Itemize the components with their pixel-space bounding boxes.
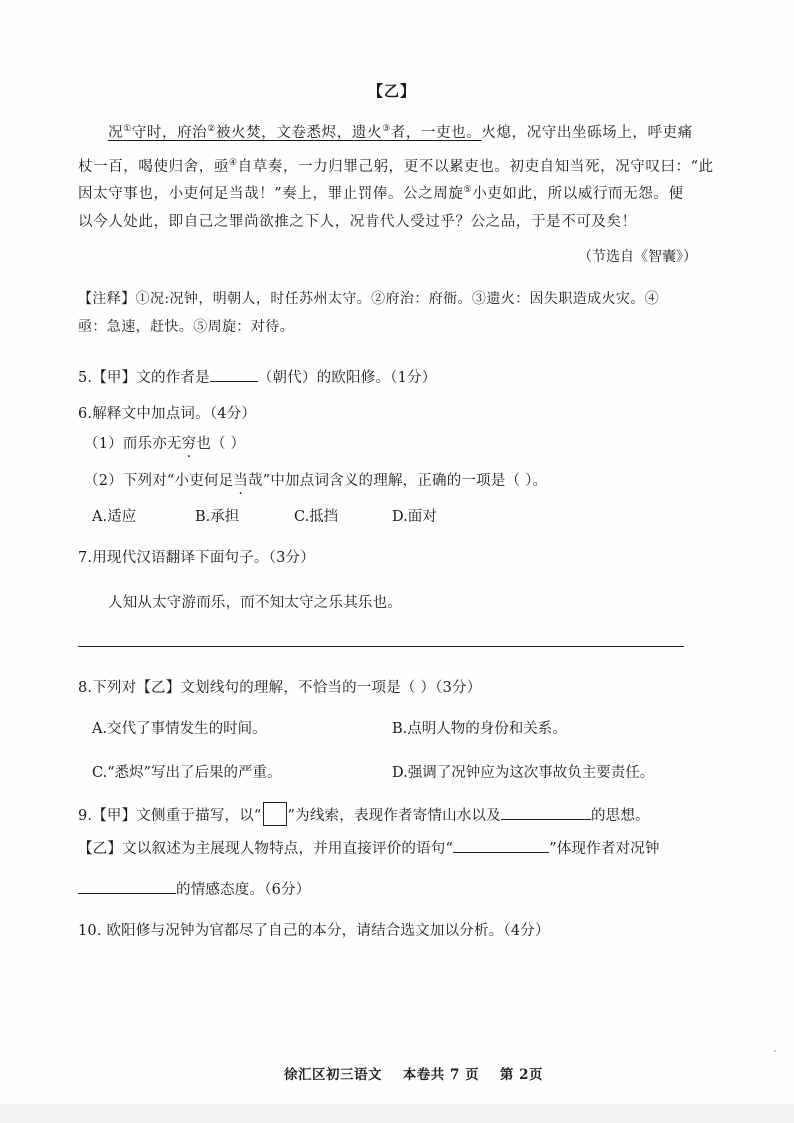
question-8-heading: 8.下列对【乙】文划线句的理解，不恰当的一项是（ ）（3分） [78,680,482,696]
question-6-heading: 6.解释文中加点词。（4分） [78,406,257,422]
q6-option-c[interactable]: C.抵挡 [294,509,339,525]
answer-blank[interactable] [453,840,549,853]
question-9-line-2: 【乙】文以叙述为主展现人物特点，并用直接评价的语句“ ”体现作者对况钟 [78,841,660,857]
question-7-heading: 7.用现代汉语翻译下面句子。（3分） [78,550,315,566]
q6-option-a[interactable]: A.适应 [92,509,137,525]
answer-blank[interactable] [501,807,591,820]
notes-line-1: 【注释】①况:况钟，明朝人，时任苏州太守。②府治：府衙。③遗火：因失职造成火灾。④ [78,291,660,307]
answer-box[interactable] [263,802,287,826]
q6-option-d[interactable]: D.面对 [392,509,437,525]
passage-title: 【乙】 [368,82,417,100]
question-10: 10. 欧阳修与况钟为官都尽了自己的本分，请结合选文加以分析。（4分） [78,923,550,939]
q8-option-a[interactable]: A.交代了事情发生的时间。 [92,721,267,737]
notes-line-2: 亟：急速，赶快。⑤周旋：对待。 [78,319,294,335]
question-6-part-2: （2）下列对“小吏何足当哉”中加点词含义的理解，正确的一项是（ ）。 [84,473,548,489]
scan-speck [774,1050,776,1052]
question-6-part-1: （1）而乐亦无穷也（ ） [84,436,246,452]
question-5: 5.【甲】文的作者是 （朝代）的欧阳修。（1分） [78,370,437,386]
passage-source: （节选自《智囊》） [578,249,697,265]
answer-line[interactable] [78,646,684,647]
question-7-sentence: 人知从太守游而乐，而不知太守之乐其乐也。 [108,595,402,611]
q8-option-d[interactable]: D.强调了况钟应为这次事故负主要责任。 [392,765,655,781]
underlined-sentence: 况①守时，府治②被火焚，文卷悉烬，遗火③者，一吏也。 [108,124,482,141]
passage-line-3: 因太守事也，小吏何足当哉！”奏上，罪止罚俸。公之周旋⑤小吏如此，所以威行而无怨。便 [78,185,684,202]
question-9-line-1: 9.【甲】文侧重于描写，以“ ”为线索，表现作者寄情山水以及 的思想。 [78,802,650,826]
answer-blank[interactable] [210,369,258,382]
question-9-line-3: 的情感态度。（6分） [78,878,310,899]
answer-blank[interactable] [78,881,176,894]
scan-bottom-band [0,1104,794,1123]
page-footer: 徐汇区初三语文 本卷共 7 页 第 2页 [284,1067,543,1083]
passage-line-4: 以今人处此，即自己之罪尚欲推之下人，况肯代人受过乎？公之品，于是不可及矣！ [78,214,637,230]
passage-line-1: 况①守时，府治②被火焚，文卷悉烬，遗火③者，一吏也。火熄，况守出坐砾场上，呼吏痛 [108,124,693,141]
passage-line-2: 杖一百，喝使归舍，亟④自草奏，一力归罪己躬，更不以累吏也。初吏自知当死，况守叹曰：“此 [78,158,714,175]
q8-option-c[interactable]: C.“悉烬”写出了后果的严重。 [92,765,282,781]
q8-option-b[interactable]: B.点明人物的身份和关系。 [392,721,567,737]
q6-option-b[interactable]: B.承担 [195,509,240,525]
